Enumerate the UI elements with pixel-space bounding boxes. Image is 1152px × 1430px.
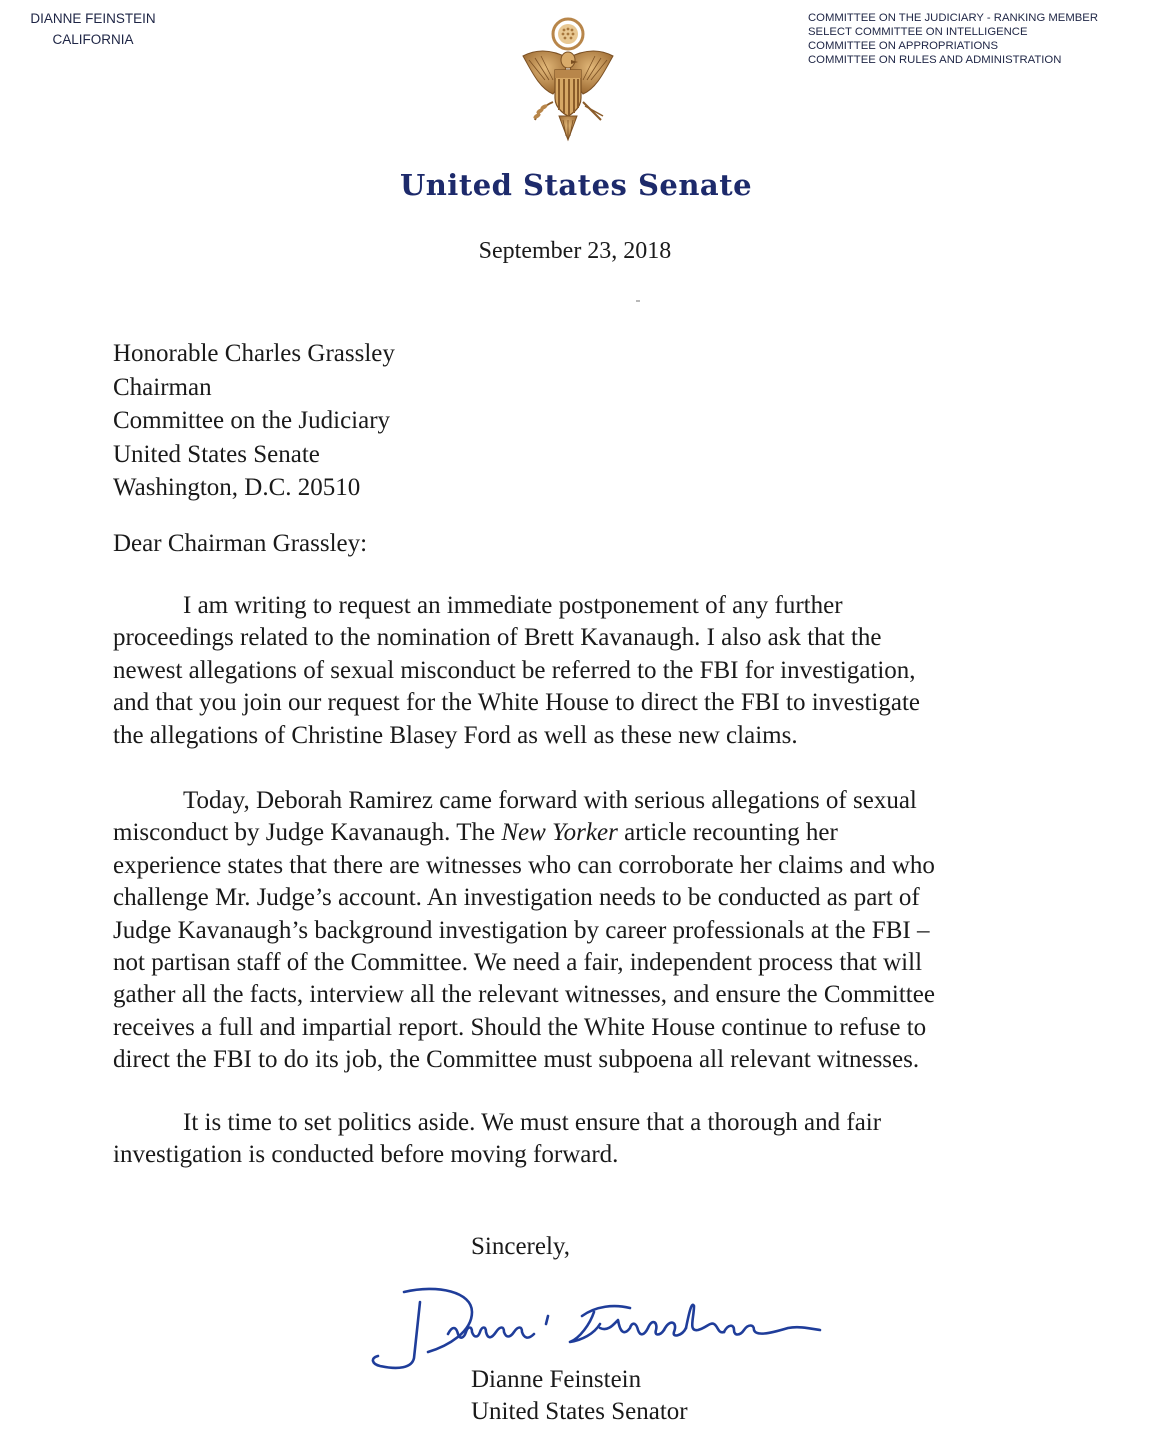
address-line: United States Senate (113, 440, 320, 468)
great-seal-icon (513, 10, 623, 150)
signer-name: Dianne Feinstein (471, 1366, 642, 1393)
paragraph-line: I am writing to request an immediate postponement of any further (183, 592, 843, 619)
paragraph-line: direct the FBI to do its job, the Committee must subpoena all relevant witnesses. (113, 1046, 920, 1074)
closing: Sincerely, (471, 1233, 571, 1260)
line-text: misconduct by Judge Kavanaugh. The (113, 819, 502, 847)
paragraph-line: challenge Mr. Judge’s account. An investigation needs to be conducted as part of (113, 884, 920, 912)
signer-title: United States Senator (471, 1398, 688, 1425)
committee-item: COMMITTEE ON RULES AND ADMINISTRATION (808, 54, 1062, 66)
committee-item: COMMITTEE ON THE JUDICIARY - RANKING MEMBER (808, 12, 1098, 24)
paper-speck (636, 300, 640, 302)
paragraph-line: proceedings related to the nomination of Brett Kavanaugh. I also ask that the (113, 624, 882, 652)
letter-date: September 23, 2018 (478, 238, 672, 264)
paragraph-line: investigation is conducted before moving forward. (113, 1141, 619, 1169)
paragraph-line: newest allegations of sexual misconduct be referred to the FBI for investigation, (113, 656, 916, 684)
paragraph-line: the allegations of Christine Blasey Ford as well as these new claims. (113, 721, 798, 749)
paragraph-line: gather all the facts, interview all the relevant witnesses, and ensure the Committee (113, 981, 935, 1009)
body-paragraph-2 (113, 785, 1043, 1077)
address-line: Committee on the Judiciary (113, 407, 391, 434)
paragraph-line: and that you join our request for the White House to direct the FBI to investigate (113, 689, 920, 717)
body-paragraph-1 (113, 590, 1043, 752)
paragraph-line: Today, Deborah Ramirez came forward with serious allegations of sexual (183, 787, 917, 814)
senator-name: DIANNE FEINSTEIN (30, 11, 156, 26)
paragraph-line: It is time to set politics aside. We must ensure that a thorough and fair (183, 1109, 882, 1136)
signer-block (471, 1364, 688, 1428)
committee-list (808, 11, 1138, 67)
handwritten-signature-icon (368, 1262, 838, 1377)
senator-state: CALIFORNIA (52, 32, 134, 47)
paragraph-line: Judge Kavanaugh’s background investigation by career professionals at the FBI – (113, 916, 930, 944)
committee-item: COMMITTEE ON APPROPRIATIONS (808, 40, 998, 52)
line-text: article recounting her (617, 819, 838, 847)
address-line: Chairman (113, 373, 212, 401)
letterhead-senator-block (30, 8, 156, 50)
body-paragraph-3 (113, 1107, 1043, 1172)
senate-title: United States Senate (399, 168, 753, 202)
recipient-address (113, 337, 395, 505)
publication-title: New Yorker (501, 819, 618, 847)
address-line: Honorable Charles Grassley (113, 340, 395, 367)
paragraph-line: receives a full and impartial report. Should the White House continue to refuse to (113, 1013, 927, 1041)
address-line: Washington, D.C. 20510 (113, 474, 361, 501)
paragraph-line: not partisan staff of the Committee. We need a fair, independent process that will (113, 949, 923, 977)
paragraph-line (113, 817, 1043, 849)
salutation: Dear Chairman Grassley: (113, 530, 368, 557)
committee-item: SELECT COMMITTEE ON INTELLIGENCE (808, 26, 1028, 38)
paragraph-line: experience states that there are witnesses who can corroborate her claims and who (113, 851, 935, 879)
